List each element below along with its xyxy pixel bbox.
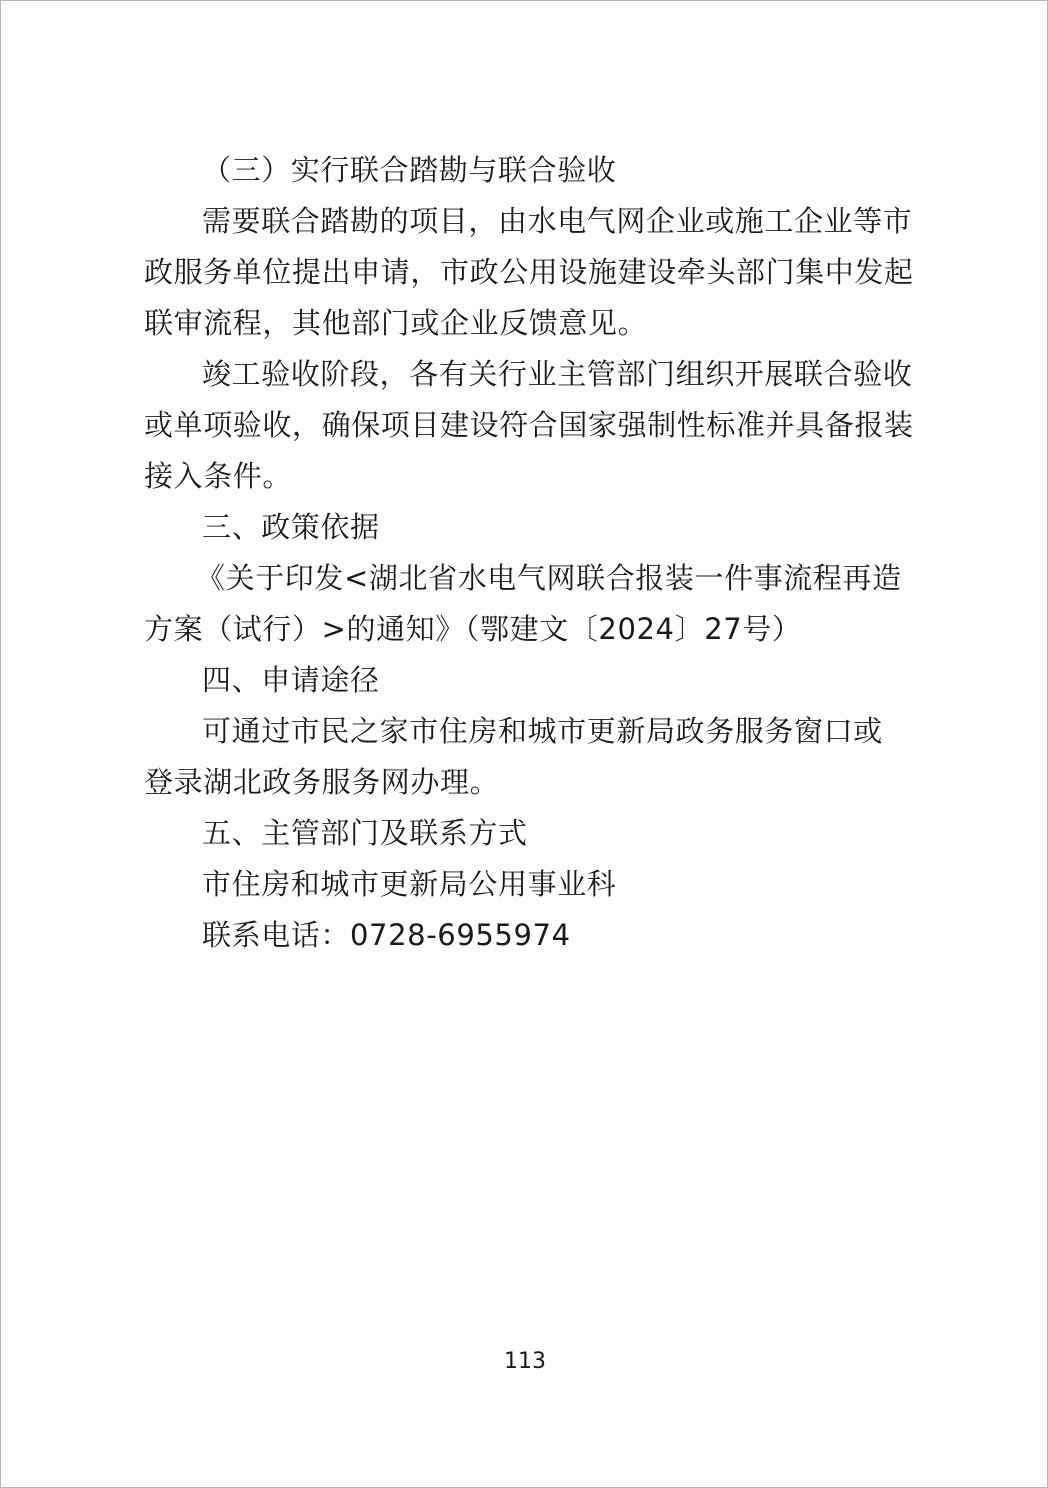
department-name: 市住房和城市更新局公用事业科 <box>202 867 617 901</box>
section-heading: 三、政策依据 <box>202 510 380 544</box>
page-number: 113 <box>504 1349 546 1374</box>
paragraph-line: 或单项验收，确保项目建设符合国家强制性标准并具备报装 <box>144 408 914 442</box>
paragraph-line: 《关于印发<湖北省水电气网联合报装一件事流程再造 <box>196 561 902 595</box>
section-heading: 五、主管部门及联系方式 <box>202 816 528 850</box>
paragraph-line: 可通过市民之家市住房和城市更新局政务服务窗口或 <box>202 714 883 748</box>
paragraph-line: 政服务单位提出申请，市政公用设施建设牵头部门集中发起 <box>144 255 914 289</box>
paragraph-line: 登录湖北政务服务网办理。 <box>144 765 500 799</box>
paragraph-line: 需要联合踏勘的项目，由水电气网企业或施工企业等市 <box>202 204 913 238</box>
paragraph-line: 联审流程，其他部门或企业反馈意见。 <box>144 306 648 340</box>
page-content <box>144 145 914 961</box>
paragraph-line: 接入条件。 <box>144 459 293 493</box>
contact-phone: 联系电话：0728-6955974 <box>202 918 571 952</box>
paragraph-line: 方案（试行）>的通知》（鄂建文〔2024〕27号） <box>144 612 802 646</box>
section-heading: 四、申请途径 <box>202 663 380 697</box>
section-heading: （三）实行联合踏勘与联合验收 <box>202 153 617 187</box>
paragraph-line: 竣工验收阶段，各有关行业主管部门组织开展联合验收 <box>202 357 913 391</box>
